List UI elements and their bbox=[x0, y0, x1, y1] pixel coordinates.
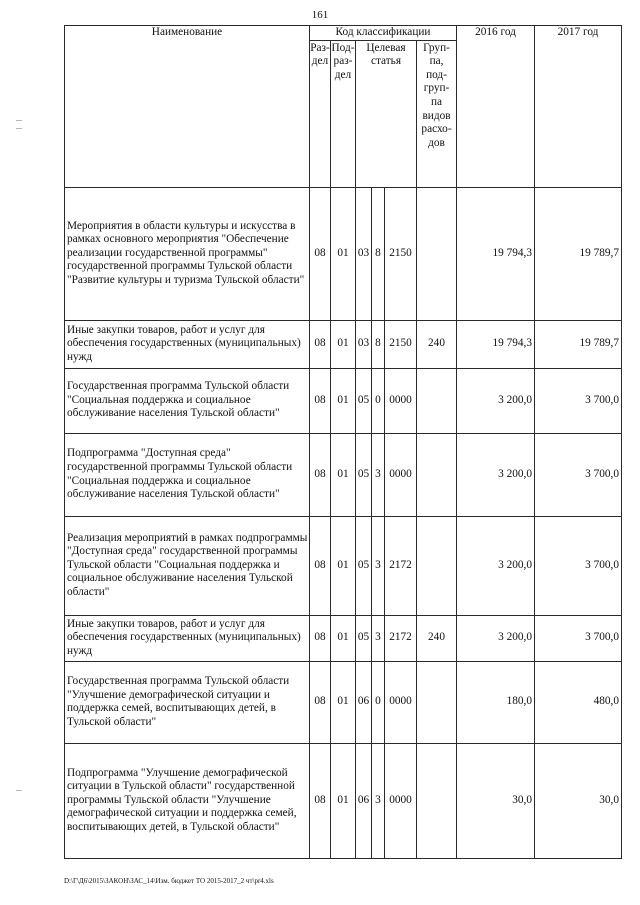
cell-2016: 30,0 bbox=[457, 743, 535, 858]
table-row bbox=[65, 661, 622, 743]
file-path-footer: D:\Г\Д6\2015\ЗАКОН\ЗАС_14\Изм. бюджет ТО 2015-2017_2 чт\pr4.xls bbox=[64, 877, 274, 885]
cell-2016: 3 200,0 bbox=[457, 433, 535, 516]
table-row bbox=[65, 368, 622, 433]
cell-2016: 19 794,3 bbox=[457, 187, 535, 320]
row-name: Подпрограмма "Доступная среда" государственной программы Тульской области "Социальная поддержка и социальное обслуживание населения Тульской области" bbox=[65, 433, 310, 516]
cell-section: 08 bbox=[310, 433, 331, 516]
cell-target-program: 05 bbox=[356, 615, 372, 661]
cell-expense-group: 240 bbox=[417, 320, 457, 368]
cell-target-program: 06 bbox=[356, 743, 372, 858]
header-2016: 2016 год bbox=[457, 26, 535, 188]
cell-2017: 3 700,0 bbox=[535, 615, 622, 661]
row-name: Государственная программа Тульской области "Социальная поддержка и социальное обслуживание населения Тульской области" bbox=[65, 368, 310, 433]
table-row bbox=[65, 320, 622, 368]
cell-expense-group: 240 bbox=[417, 615, 457, 661]
cell-target-subprogram: 3 bbox=[372, 433, 385, 516]
table-row bbox=[65, 516, 622, 615]
cell-2016: 3 200,0 bbox=[457, 516, 535, 615]
row-name: Государственная программа Тульской области "Улучшение демографической ситуации и поддержка семей, воспитывающих детей, в Тульской области" bbox=[65, 661, 310, 743]
table-row bbox=[65, 743, 622, 858]
cell-2017: 19 789,7 bbox=[535, 187, 622, 320]
row-name: Иные закупки товаров, работ и услуг для обеспечения государственных (муниципальных) нужд bbox=[65, 320, 310, 368]
cell-expense-group bbox=[417, 187, 457, 320]
cell-target-direction: 2172 bbox=[385, 615, 417, 661]
cell-target-program: 06 bbox=[356, 661, 372, 743]
cell-2017: 3 700,0 bbox=[535, 368, 622, 433]
cell-target-subprogram: 3 bbox=[372, 516, 385, 615]
cell-target-direction: 0000 bbox=[385, 661, 417, 743]
cell-2016: 19 794,3 bbox=[457, 320, 535, 368]
cell-target-direction: 2150 bbox=[385, 187, 417, 320]
header-group: Груп- па, под- груп- па видов расхо- дов bbox=[417, 40, 457, 187]
cell-target-subprogram: 8 bbox=[372, 320, 385, 368]
cell-subsection: 01 bbox=[331, 516, 356, 615]
cell-2016: 180,0 bbox=[457, 661, 535, 743]
cell-target-direction: 2150 bbox=[385, 320, 417, 368]
cell-expense-group bbox=[417, 368, 457, 433]
cell-target-program: 05 bbox=[356, 516, 372, 615]
margin-mark bbox=[16, 128, 22, 129]
table-row bbox=[65, 615, 622, 661]
cell-expense-group bbox=[417, 516, 457, 615]
cell-2017: 19 789,7 bbox=[535, 320, 622, 368]
cell-target-subprogram: 3 bbox=[372, 615, 385, 661]
header-target: Целевая статья bbox=[356, 40, 417, 187]
cell-target-program: 03 bbox=[356, 320, 372, 368]
cell-subsection: 01 bbox=[331, 615, 356, 661]
cell-expense-group bbox=[417, 661, 457, 743]
row-name: Иные закупки товаров, работ и услуг для обеспечения государственных (муниципальных) нужд bbox=[65, 615, 310, 661]
cell-target-program: 05 bbox=[356, 368, 372, 433]
cell-2016: 3 200,0 bbox=[457, 615, 535, 661]
table-row bbox=[65, 433, 622, 516]
cell-section: 08 bbox=[310, 516, 331, 615]
cell-2017: 30,0 bbox=[535, 743, 622, 858]
cell-target-direction: 0000 bbox=[385, 743, 417, 858]
cell-subsection: 01 bbox=[331, 661, 356, 743]
cell-2017: 3 700,0 bbox=[535, 433, 622, 516]
header-name: Наименование bbox=[65, 26, 310, 188]
page-number: 161 bbox=[311, 9, 329, 21]
budget-table bbox=[64, 25, 622, 859]
cell-section: 08 bbox=[310, 187, 331, 320]
header-subsection: Под- раз- дел bbox=[331, 40, 356, 187]
cell-subsection: 01 bbox=[331, 743, 356, 858]
cell-subsection: 01 bbox=[331, 187, 356, 320]
cell-subsection: 01 bbox=[331, 320, 356, 368]
cell-target-direction: 0000 bbox=[385, 368, 417, 433]
cell-target-subprogram: 0 bbox=[372, 368, 385, 433]
cell-target-program: 05 bbox=[356, 433, 372, 516]
row-name: Мероприятия в области культуры и искусства в рамках основного мероприятия "Обеспечение реализации государственной программы" государственной программы Тульской области "Развитие культуры и туризма Тульской области" bbox=[65, 187, 310, 320]
cell-target-subprogram: 3 bbox=[372, 743, 385, 858]
cell-target-subprogram: 0 bbox=[372, 661, 385, 743]
header-2017: 2017 год bbox=[535, 26, 622, 188]
cell-target-direction: 2172 bbox=[385, 516, 417, 615]
cell-section: 08 bbox=[310, 743, 331, 858]
cell-section: 08 bbox=[310, 320, 331, 368]
cell-2016: 3 200,0 bbox=[457, 368, 535, 433]
cell-subsection: 01 bbox=[331, 433, 356, 516]
header-row-top bbox=[65, 26, 622, 41]
cell-target-subprogram: 8 bbox=[372, 187, 385, 320]
cell-section: 08 bbox=[310, 368, 331, 433]
cell-subsection: 01 bbox=[331, 368, 356, 433]
row-name: Подпрограмма "Улучшение демографической ситуации в Тульской области" государственной программы Тульской области "Улучшение демографической ситуации и поддержка семей, воспитывающих детей, в Тульской области" bbox=[65, 743, 310, 858]
margin-mark bbox=[16, 120, 22, 121]
margin-mark bbox=[16, 790, 22, 791]
cell-2017: 480,0 bbox=[535, 661, 622, 743]
cell-expense-group bbox=[417, 743, 457, 858]
header-code: Код классификации bbox=[310, 26, 457, 41]
cell-target-direction: 0000 bbox=[385, 433, 417, 516]
header-section: Раз- дел bbox=[310, 40, 331, 187]
cell-2017: 3 700,0 bbox=[535, 516, 622, 615]
row-name: Реализация мероприятий в рамках подпрограммы "Доступная среда" государственной программы Тульской области "Социальная поддержка и социальное обслуживание населения Тульской области" bbox=[65, 516, 310, 615]
cell-section: 08 bbox=[310, 615, 331, 661]
cell-section: 08 bbox=[310, 661, 331, 743]
table-row bbox=[65, 187, 622, 320]
cell-expense-group bbox=[417, 433, 457, 516]
cell-target-program: 03 bbox=[356, 187, 372, 320]
